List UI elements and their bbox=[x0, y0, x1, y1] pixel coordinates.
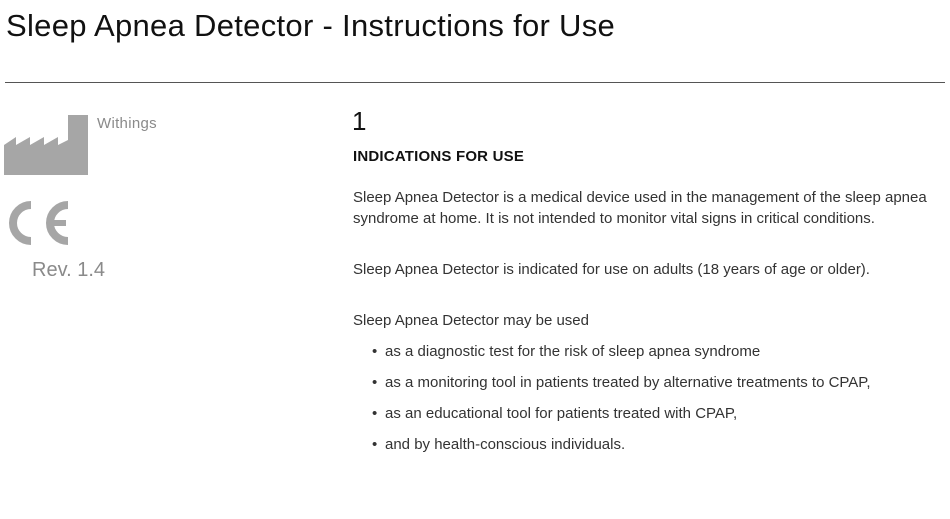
section-heading: INDICATIONS FOR USE bbox=[353, 148, 525, 165]
list-item-text: and by health-conscious individuals. bbox=[385, 436, 626, 453]
bullet-marker: • bbox=[372, 436, 378, 453]
bullet-marker: • bbox=[372, 405, 378, 422]
bullet-marker: • bbox=[372, 374, 378, 391]
manufacturer-name: Withings bbox=[97, 115, 157, 132]
paragraph-intended-use: Sleep Apnea Detector is a medical device used in the management of the sleep apnea syndrome at home. It is not intended to monitor vital signs in critical conditions. bbox=[353, 189, 927, 227]
document-title: Sleep Apnea Detector - Instructions for Use bbox=[6, 8, 616, 43]
bullet-marker: • bbox=[372, 343, 378, 360]
usage-list bbox=[372, 341, 932, 465]
list-item-text: as a monitoring tool in patients treated by alternative treatments to CPAP, bbox=[385, 374, 871, 391]
list-item bbox=[372, 434, 932, 455]
factory-icon bbox=[4, 115, 88, 175]
section-number: 1 bbox=[352, 106, 367, 136]
list-item bbox=[372, 372, 920, 393]
paragraph-usage-intro: Sleep Apnea Detector may be used bbox=[353, 312, 589, 329]
paragraph-population: Sleep Apnea Detector is indicated for use on adults (18 years of age or older). bbox=[353, 261, 870, 278]
list-item bbox=[372, 403, 932, 424]
ce-mark-icon bbox=[4, 198, 74, 248]
list-item bbox=[372, 341, 932, 362]
title-divider bbox=[5, 82, 945, 83]
revision-label: Rev. 1.4 bbox=[32, 259, 105, 281]
list-item-text: as a diagnostic test for the risk of sleep apnea syndrome bbox=[385, 343, 761, 360]
list-item-text: as an educational tool for patients treated with CPAP, bbox=[385, 405, 738, 422]
